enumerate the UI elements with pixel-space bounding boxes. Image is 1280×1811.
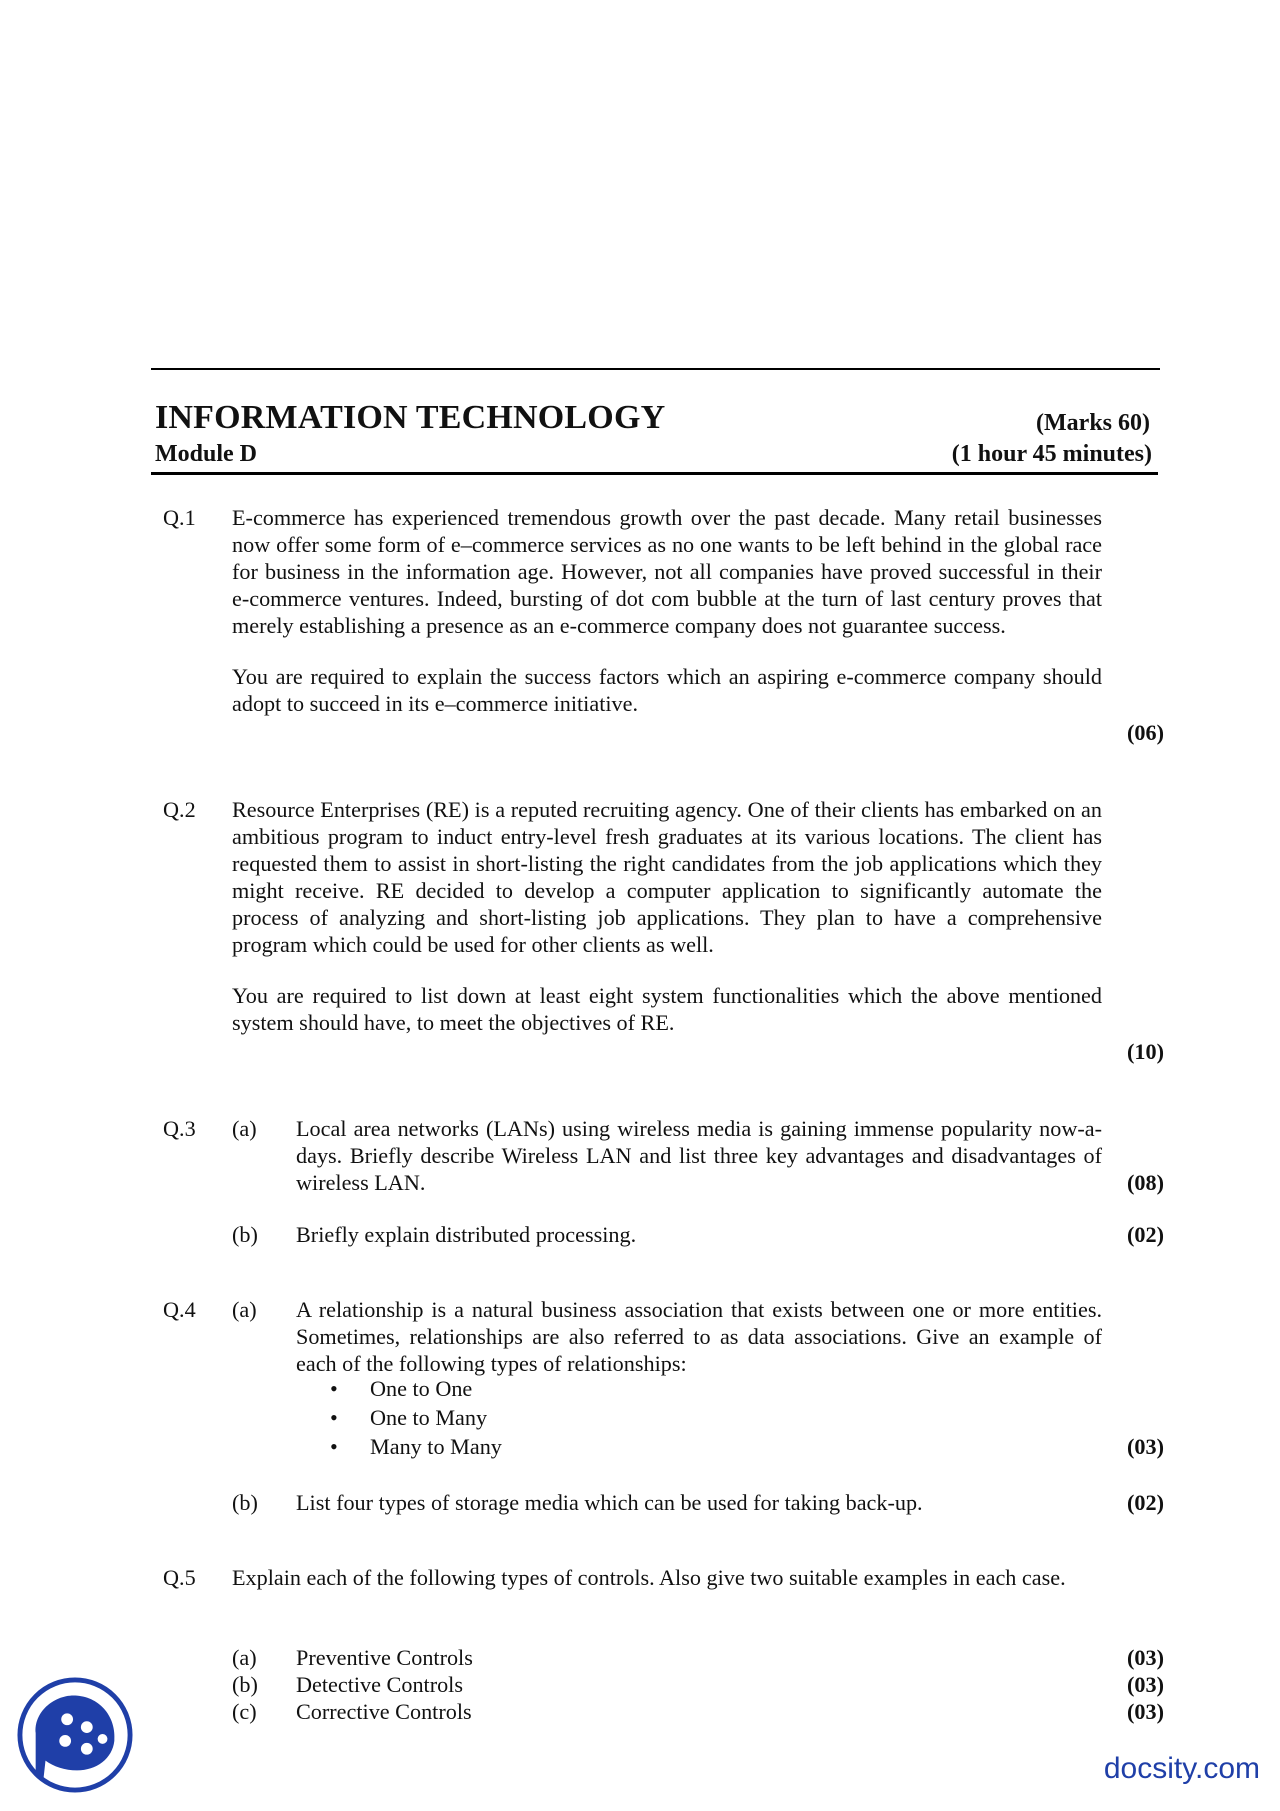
question-1-paragraph-1: E-commerce has experienced tremendous growth over the past decade. Many retail businesses now offer some form of e–commerce services as no one wants to be left behind in the global race for business in the information age. However, not all companies have proved successful in their e-commerce ventures. Indeed, bursting of dot com bubble at the turn of last century proves that merely establishing a presence as an e-commerce company does not guarantee success. <box>232 505 1102 638</box>
question-4a-label: (a) <box>232 1297 257 1322</box>
question-5-text: Explain each of the following types of controls. Also give two suitable examples in each case. <box>232 1565 1066 1590</box>
question-3b-label: (b) <box>232 1222 258 1247</box>
question-3a-body <box>296 1115 1102 1196</box>
bullet-icon: • <box>330 1376 338 1401</box>
module-label: Module D <box>155 441 257 467</box>
relationship-type: One to Many <box>370 1405 488 1430</box>
question-5a-text: Preventive Controls <box>296 1645 473 1670</box>
question-4a-marks: (03) <box>1127 1434 1164 1459</box>
question-4a-text: A relationship is a natural business association that exists between one or more entities. Sometimes, relationships are also referred to as data associations. Give an example of each of the following types of relationships: <box>296 1297 1102 1376</box>
question-number-4: Q.4 <box>163 1297 196 1322</box>
question-2-paragraph-2: You are required to list down at least eight system functionalities which the above mentioned system should have, to meet the objectives of RE. <box>232 983 1102 1035</box>
exam-duration: (1 hour 45 minutes) <box>951 441 1152 467</box>
question-3a-marks: (08) <box>1127 1170 1164 1195</box>
question-1-body <box>232 504 1102 717</box>
page-title: INFORMATION TECHNOLOGY <box>155 399 666 436</box>
question-5c-label: (c) <box>232 1699 257 1724</box>
question-2-paragraph-1: Resource Enterprises (RE) is a reputed recruiting agency. One of their clients has embarked on an ambitious program to induct entry-level fresh graduates at its various locations. The client has requested them to assist in short-listing the right candidates from the job applications which they might receive. RE decided to develop a computer application to significantly automate the process of analyzing and short-listing job applications. They plan to have a comprehensive program which could be used for other clients as well. <box>232 797 1102 957</box>
question-5b-label: (b) <box>232 1672 258 1697</box>
question-4b-label: (b) <box>232 1490 258 1515</box>
question-3a-label: (a) <box>232 1116 257 1141</box>
question-number-1: Q.1 <box>163 505 196 530</box>
question-4a-body <box>296 1296 1102 1377</box>
list-item <box>330 1374 472 1403</box>
bullet-icon: • <box>330 1434 338 1459</box>
list-item <box>330 1432 502 1461</box>
question-5-body <box>232 1564 1102 1591</box>
question-number-3: Q.3 <box>163 1116 196 1141</box>
bullet-icon: • <box>330 1405 338 1430</box>
question-3b-text: Briefly explain distributed processing. <box>296 1222 637 1247</box>
docsity-brand-link[interactable]: docsity.com <box>1103 1752 1260 1785</box>
question-4b-text: List four types of storage media which can be used for taking back-up. <box>296 1490 923 1515</box>
question-4b-marks: (02) <box>1127 1490 1164 1515</box>
total-marks: (Marks 60) <box>1036 410 1150 436</box>
question-1-marks: (06) <box>1127 720 1164 745</box>
question-1-paragraph-2: You are required to explain the success factors which an aspiring e-commerce company should adopt to succeed in its e–commerce initiative. <box>232 664 1102 716</box>
list-item <box>330 1403 487 1432</box>
question-3b-marks: (02) <box>1127 1222 1164 1247</box>
question-number-2: Q.2 <box>163 797 196 822</box>
question-number-5: Q.5 <box>163 1565 196 1590</box>
question-3a-text: Local area networks (LANs) using wireless media is gaining immense popularity now-a-days. Briefly describe Wireless LAN and list three key advantages and disadvantages of wireless LAN. <box>296 1116 1102 1195</box>
question-2-body <box>232 796 1102 1036</box>
header-rule <box>151 472 1158 475</box>
relationship-type: One to One <box>370 1376 473 1401</box>
question-5b-text: Detective Controls <box>296 1672 463 1697</box>
docsity-logo-icon[interactable] <box>16 1676 134 1794</box>
question-5b-marks: (03) <box>1127 1672 1164 1697</box>
question-5c-text: Corrective Controls <box>296 1699 472 1724</box>
question-5a-label: (a) <box>232 1645 257 1670</box>
question-2-marks: (10) <box>1127 1039 1164 1064</box>
top-rule <box>151 368 1160 370</box>
relationship-type: Many to Many <box>370 1434 502 1459</box>
question-5a-marks: (03) <box>1127 1645 1164 1670</box>
question-5c-marks: (03) <box>1127 1699 1164 1724</box>
